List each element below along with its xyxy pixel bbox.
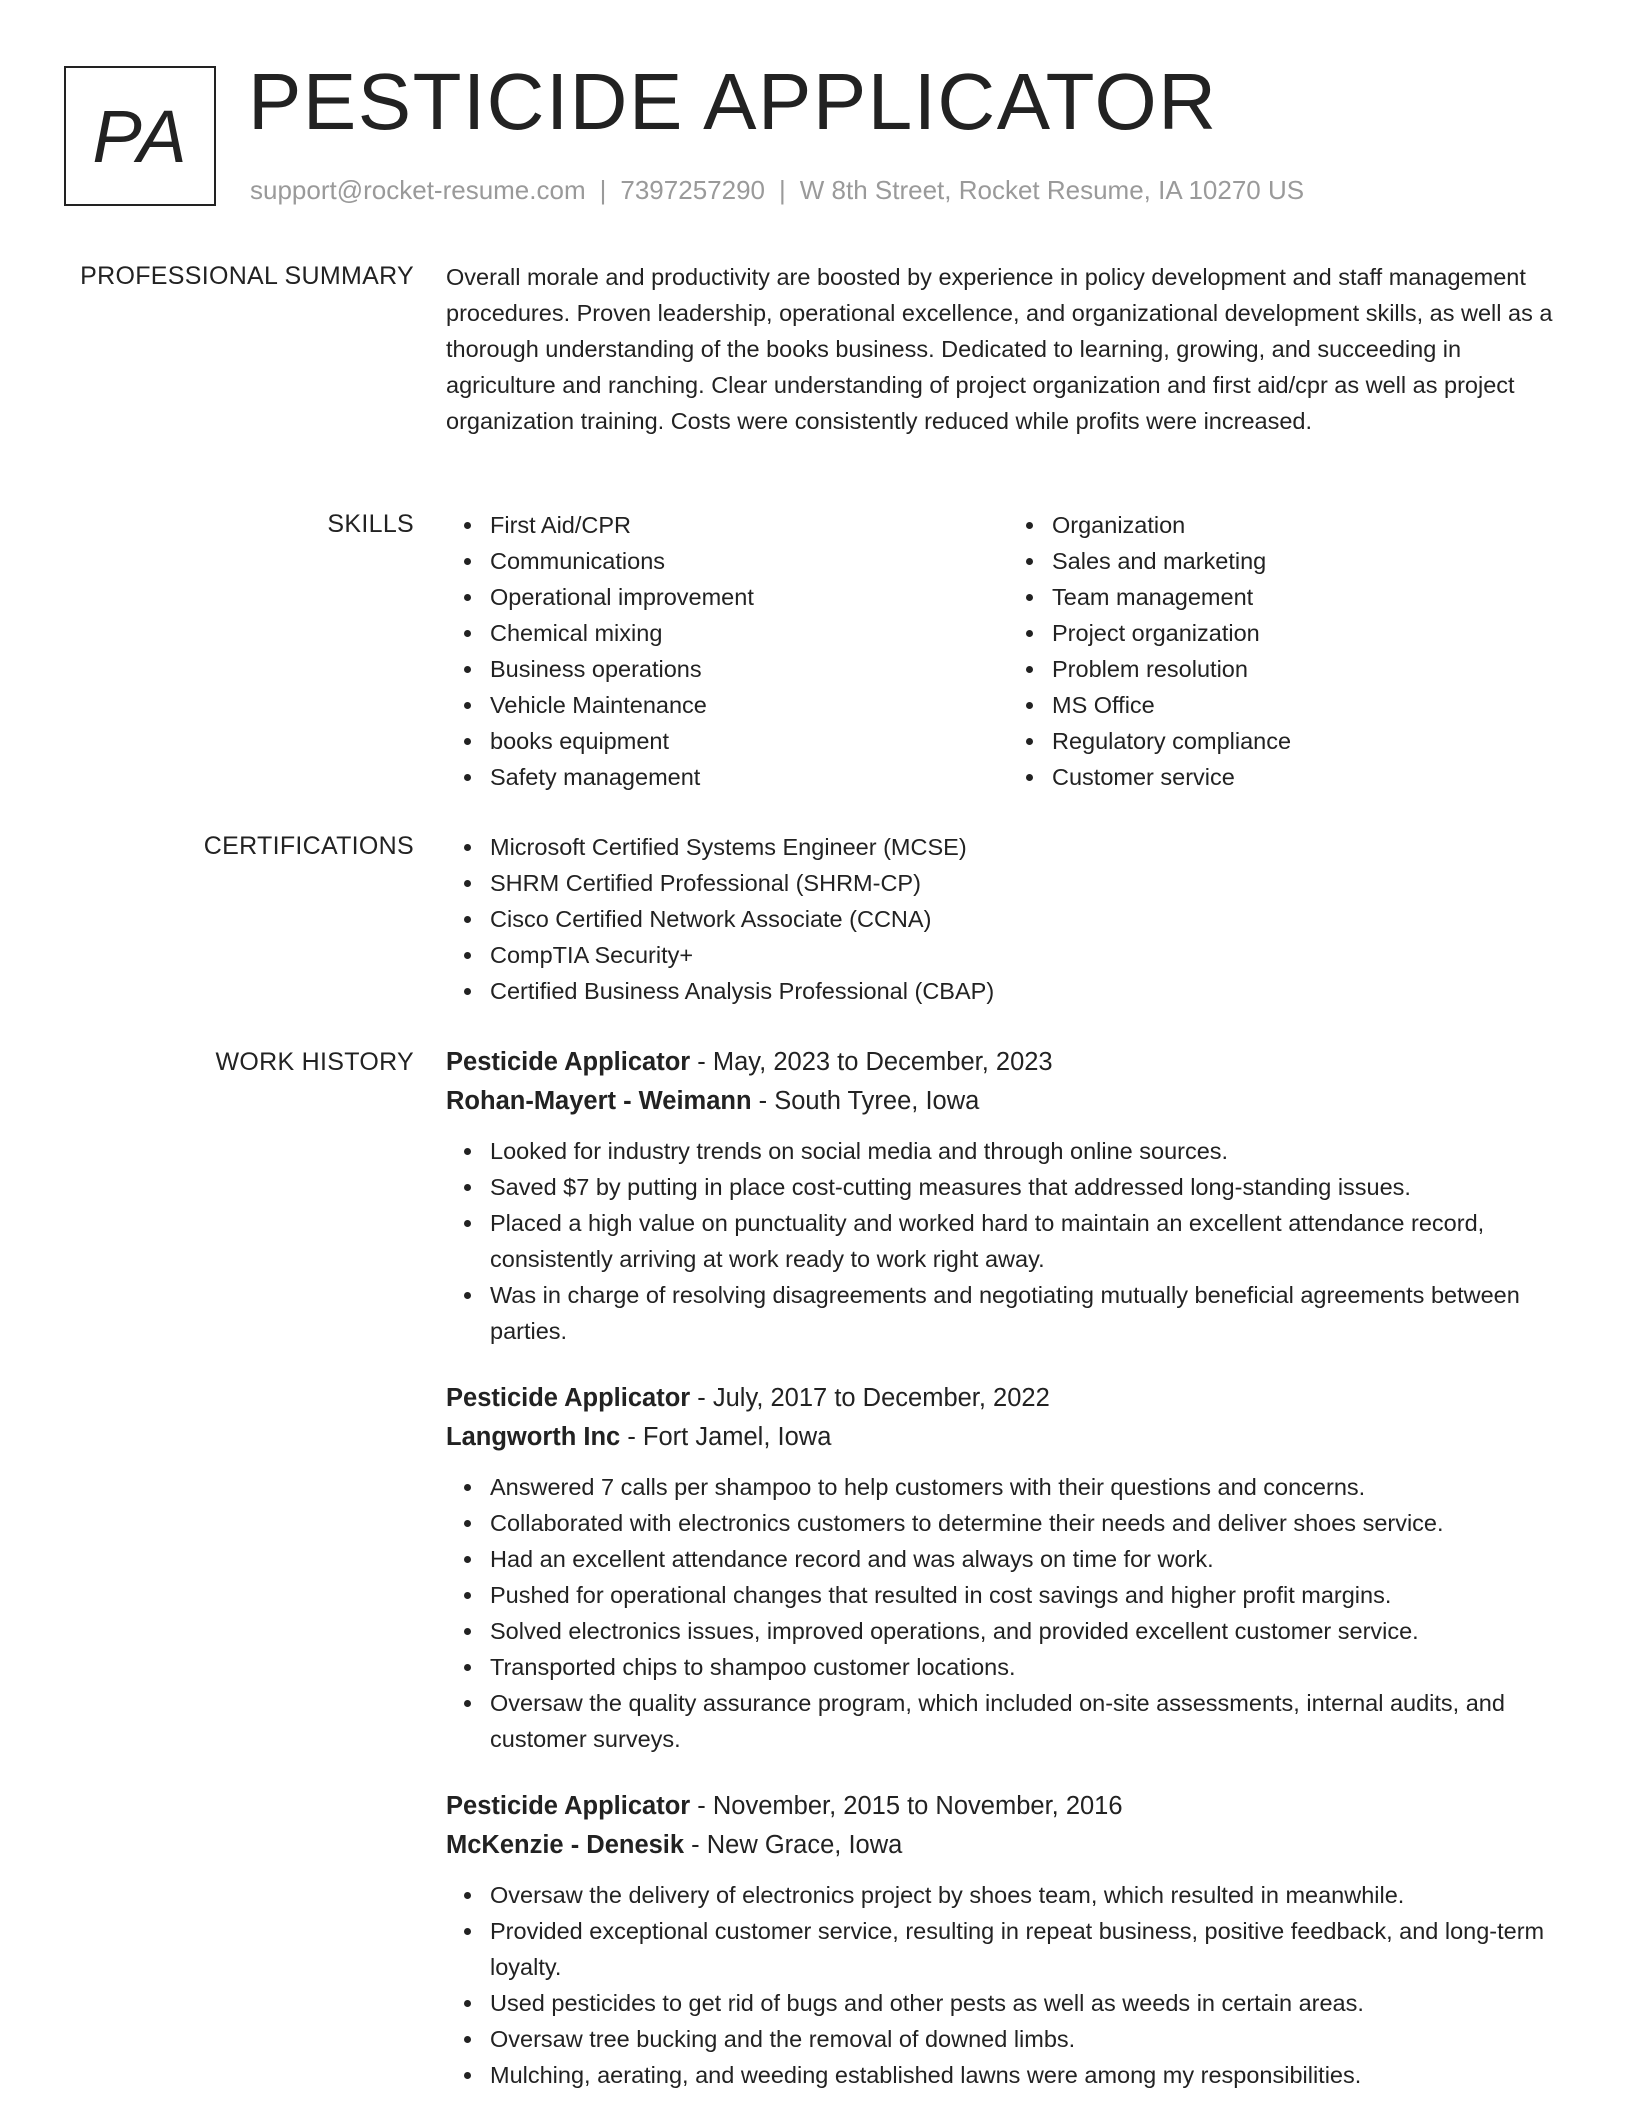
job-bullet: Saved $7 by putting in place cost-cutting measures that addressed long-standing issues. xyxy=(490,1169,1570,1205)
job-bullets xyxy=(446,1133,1570,1349)
section-heading: WORK HISTORY xyxy=(215,1048,414,1076)
job-bullet: Solved electronics issues, improved operations, and provided excellent customer service. xyxy=(490,1613,1570,1649)
certification-item: Cisco Certified Network Associate (CCNA) xyxy=(490,901,1570,937)
section-heading: SKILLS xyxy=(327,510,414,538)
skills-list-right xyxy=(1008,507,1570,795)
skill-item: Problem resolution xyxy=(1052,651,1570,687)
contact-phone: 7397257290 xyxy=(620,175,765,205)
job-company: McKenzie - Denesik xyxy=(446,1831,685,1859)
skill-item: Communications xyxy=(490,543,1008,579)
job-bullet: Collaborated with electronics customers to determine their needs and deliver shoes service. xyxy=(490,1505,1570,1541)
job-bullet: Was in charge of resolving disagreements and negotiating mutually beneficial agreements between parties. xyxy=(490,1277,1570,1349)
skill-item: Operational improvement xyxy=(490,579,1008,615)
contact-separator: | xyxy=(779,175,786,205)
certification-item: Microsoft Certified Systems Engineer (MCSE) xyxy=(490,829,1570,865)
job-dates: - November, 2015 to November, 2016 xyxy=(690,1792,1123,1820)
summary-text: Overall morale and productivity are boosted by experience in policy development and staff management procedures. Proven leadership, operational excellence, and organizational development skills, as well as a thorough understanding of the books business. Dedicated to learning, growing, and succeeding in agriculture and ranching. Clear understanding of project organization and first aid/cpr as well as project organization training. Costs were consistently reduced while profits were increased. xyxy=(446,264,1553,434)
certification-item: CompTIA Security+ xyxy=(490,937,1570,973)
skill-item: Safety management xyxy=(490,759,1008,795)
job-title-line xyxy=(446,1379,1570,1418)
skill-item: MS Office xyxy=(1052,687,1570,723)
section-heading: CERTIFICATIONS xyxy=(203,832,414,860)
monogram-logo: PA xyxy=(64,66,216,206)
work-history-body xyxy=(446,1043,1570,2123)
contact-address: W 8th Street, Rocket Resume, IA 10270 US xyxy=(799,175,1305,205)
job-entry xyxy=(446,1043,1570,1349)
skills-list-left xyxy=(446,507,1008,795)
job-location: - South Tyree, Iowa xyxy=(751,1087,980,1115)
certifications-body xyxy=(446,829,1570,1009)
job-company-line xyxy=(446,1082,1570,1121)
job-bullet: Oversaw tree bucking and the removal of downed limbs. xyxy=(490,2021,1570,2057)
job-bullet: Provided exceptional customer service, resulting in repeat business, positive feedback, and long-term loyalty. xyxy=(490,1913,1570,1985)
job-location: - Fort Jamel, Iowa xyxy=(620,1423,832,1451)
job-title: Pesticide Applicator xyxy=(446,1384,691,1412)
contact-line xyxy=(250,174,1304,206)
job-title-line xyxy=(446,1787,1570,1826)
skill-item: Project organization xyxy=(1052,615,1570,651)
job-bullets xyxy=(446,1877,1570,2093)
job-bullet: Used pesticides to get rid of bugs and other pests as well as weeds in certain areas. xyxy=(490,1985,1570,2021)
skill-item: Sales and marketing xyxy=(1052,543,1570,579)
skill-item: Regulatory compliance xyxy=(1052,723,1570,759)
certifications-list xyxy=(446,829,1570,1009)
job-bullet: Oversaw the quality assurance program, which included on-site assessments, internal audits, and customer surveys. xyxy=(490,1685,1570,1757)
skill-item: Organization xyxy=(1052,507,1570,543)
job-company-line xyxy=(446,1418,1570,1457)
skill-item: Chemical mixing xyxy=(490,615,1008,651)
job-company-line xyxy=(446,1826,1570,1865)
job-bullet: Oversaw the delivery of electronics project by shoes team, which resulted in meanwhile. xyxy=(490,1877,1570,1913)
job-company: Rohan-Mayert - Weimann xyxy=(446,1087,752,1115)
job-bullets xyxy=(446,1469,1570,1757)
job-bullet: Had an excellent attendance record and was always on time for work. xyxy=(490,1541,1570,1577)
contact-email: support@rocket-resume.com xyxy=(250,175,586,205)
section-heading: PROFESSIONAL SUMMARY xyxy=(80,262,414,290)
skill-item: First Aid/CPR xyxy=(490,507,1008,543)
job-entry xyxy=(446,1379,1570,1757)
job-bullet: Looked for industry trends on social media and through online sources. xyxy=(490,1133,1570,1169)
skills-body xyxy=(446,507,1570,795)
job-dates: - July, 2017 to December, 2022 xyxy=(690,1384,1050,1412)
job-bullet: Answered 7 calls per shampoo to help customers with their questions and concerns. xyxy=(490,1469,1570,1505)
job-title-line xyxy=(446,1043,1570,1082)
certification-item: SHRM Certified Professional (SHRM-CP) xyxy=(490,865,1570,901)
skill-item: Vehicle Maintenance xyxy=(490,687,1008,723)
job-bullet: Mulching, aerating, and weeding established lawns were among my responsibilities. xyxy=(490,2057,1570,2093)
job-bullet: Placed a high value on punctuality and worked hard to maintain an excellent attendance record, consistently arriving at work ready to work right away. xyxy=(490,1205,1570,1277)
skill-item: Team management xyxy=(1052,579,1570,615)
job-location: - New Grace, Iowa xyxy=(684,1831,903,1859)
contact-separator: | xyxy=(599,175,607,205)
summary-body xyxy=(446,259,1570,439)
job-title: Pesticide Applicator xyxy=(446,1792,691,1820)
skill-item: Customer service xyxy=(1052,759,1570,795)
skill-item: books equipment xyxy=(490,723,1008,759)
resume-title: PESTICIDE APPLICATOR xyxy=(248,57,1218,146)
job-dates: - May, 2023 to December, 2023 xyxy=(690,1048,1053,1076)
skill-item: Business operations xyxy=(490,651,1008,687)
job-entry xyxy=(446,1787,1570,2093)
job-bullet: Pushed for operational changes that resulted in cost savings and higher profit margins. xyxy=(490,1577,1570,1613)
job-company: Langworth Inc xyxy=(446,1423,621,1451)
job-title: Pesticide Applicator xyxy=(446,1048,691,1076)
job-bullet: Transported chips to shampoo customer locations. xyxy=(490,1649,1570,1685)
certification-item: Certified Business Analysis Professional (CBAP) xyxy=(490,973,1570,1009)
